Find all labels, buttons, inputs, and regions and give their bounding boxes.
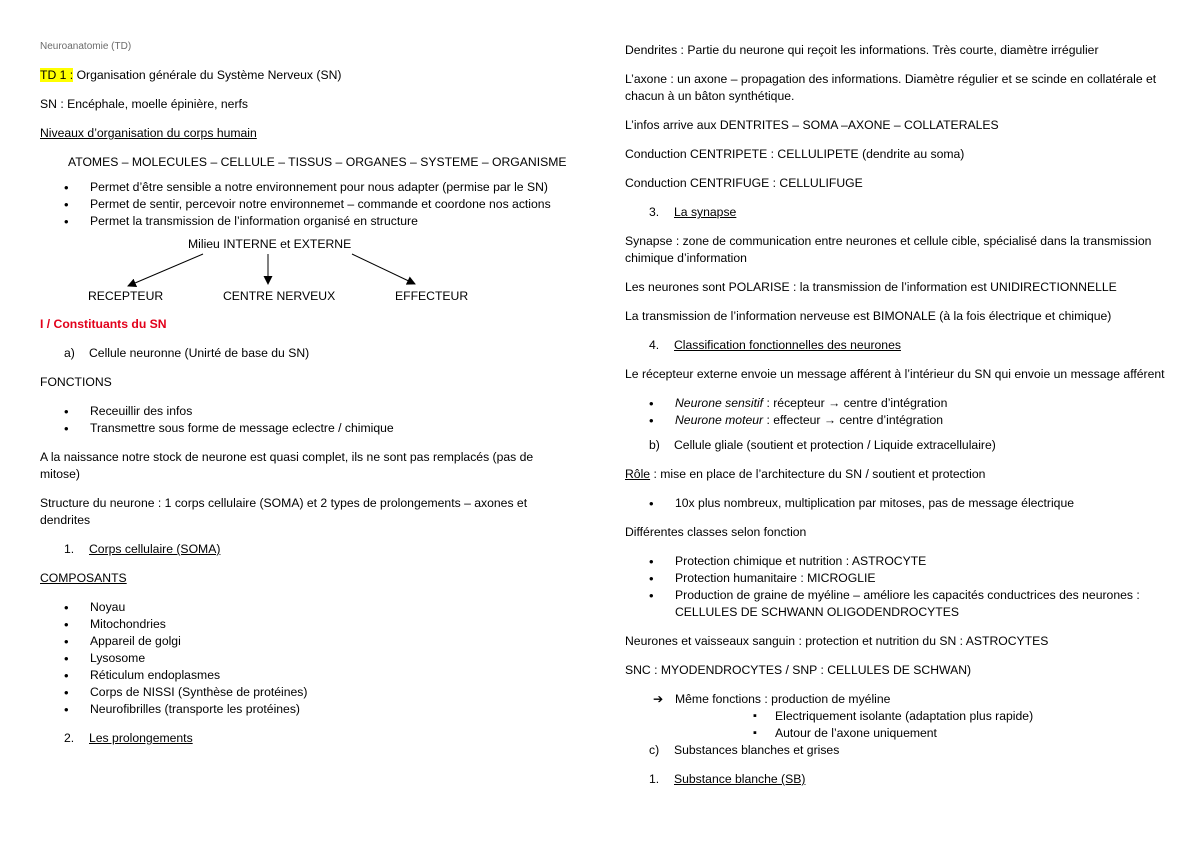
paragraph-classes: Différentes classes selon fonction [625, 525, 807, 539]
td-title-text: Organisation générale du Système Nerveux (SN) [73, 68, 342, 82]
list-item: • Permet d’être sensible a notre environnement pour nous adapter (permise par le SN) [40, 179, 570, 196]
list-item: • Transmettre sous forme de message eclectre / chimique [40, 420, 570, 437]
paragraph-vaisseaux: Neurones et vaisseaux sanguin : protection et nutrition du SN : ASTROCYTES [625, 634, 1049, 648]
neurone-desc: : effecteur → centre d’intégration [763, 413, 944, 427]
left-column [40, 38, 570, 747]
list-item: • Réticulum endoplasmes [40, 667, 570, 684]
paragraph-snc: SNC : MYODENDROCYTES / SNP : CELLULES DE SCHWAN) [625, 663, 972, 677]
bullet-list-role [625, 495, 1165, 512]
numbered-heading-sb-number: 1. [649, 772, 660, 786]
composants-heading: COMPOSANTS [40, 571, 127, 585]
paragraph-infos: L’infos arrive aux DENTRITES – SOMA –AXONE – COLLATERALES [625, 118, 999, 132]
sub-heading-c-text: Substances blanches et grises [674, 743, 840, 757]
sub-heading-a-text: Cellule neuronne (Unirté de base du SN) [89, 346, 310, 360]
list-item: • Permet la transmission de l’information organisé en structure [40, 213, 570, 230]
list-item: • Permet de sentir, percevoir notre environnemet – commande et coordone nos actions [40, 196, 570, 213]
bullet-list-sn-roles [40, 179, 570, 230]
bullet-list-classes [625, 553, 1165, 621]
paragraph-axone: L’axone : un axone – propagation des informations. Diamètre régulier et se scinde en collatérale et chacun à un bâton synthétique. [625, 72, 1157, 103]
organisation-chain: ATOMES – MOLECULES – CELLULE – TISSUS – ORGANES – SYSTEME – ORGANISME [68, 155, 567, 169]
list-item: • Noyau [40, 599, 570, 616]
niveaux-heading: Niveaux d’organisation du corps humain [40, 126, 257, 140]
sub-heading-a [40, 345, 570, 362]
sub-heading-c [625, 742, 1165, 759]
role-text: : mise en place de l’architecture du SN / soutient et protection [650, 467, 986, 481]
arrow-right-icon: ➔ [653, 692, 664, 706]
meme-fonctions-line [625, 691, 1165, 708]
paragraph-synapse: Synapse : zone de communication entre neurones et cellule cible, spécialisé dans la transmission chimique d’information [625, 234, 1152, 265]
diagram-label-milieu: Milieu INTERNE et EXTERNE [188, 237, 352, 251]
diagram-label-recepteur: RECEPTEUR [88, 289, 164, 303]
role-label: Rôle [625, 467, 651, 481]
arrow-to-effecteur [352, 254, 415, 284]
sub-heading-b-text: Cellule gliale (soutient et protection / Liquide extracellulaire) [674, 438, 996, 452]
section-heading-constituants: I / Constituants du SN [40, 317, 167, 331]
neurone-desc: : récepteur → centre d’intégration [763, 396, 948, 410]
arrow-to-recepteur [128, 254, 203, 286]
paragraph-centrifuge: Conduction CENTRIFUGE : CELLULIFUGE [625, 176, 863, 190]
list-item: • Protection humanitaire : MICROGLIE [625, 570, 1165, 587]
list-item: • Appareil de golgi [40, 633, 570, 650]
list-item: • Corps de NISSI (Synthèse de protéines) [40, 684, 570, 701]
paragraph-role [625, 466, 1165, 483]
list-item: • Production de graine de myéline – améliore les capacités conductrices des neurones : CELLULES DE SCHWANN OLIGODENDROCYTES [625, 587, 1165, 621]
list-item: ▪ Autour de l’axone uniquement [625, 725, 1165, 742]
square-list-myeline [625, 708, 1165, 742]
list-item [625, 395, 1165, 412]
bullet-list-composants [40, 599, 570, 718]
list-item: • Receuillir des infos [40, 403, 570, 420]
numbered-heading-1 [40, 541, 570, 558]
sub-heading-b [625, 437, 1165, 454]
list-item: • Neurofibrilles (transporte les protéines) [40, 701, 570, 718]
td-label: TD 1 : [40, 68, 74, 82]
sub-heading-c-number: c) [649, 743, 660, 757]
sn-definition: SN : Encéphale, moelle épinière, nerfs [40, 97, 248, 111]
numbered-heading-4-text: Classification fonctionnelles des neurones [674, 338, 901, 352]
list-item: • Protection chimique et nutrition : ASTROCYTE [625, 553, 1165, 570]
paragraph-structure: Structure du neurone : 1 corps cellulaire (SOMA) et 2 types de prolongements – axones et dendrites [40, 496, 528, 527]
paragraph-naissance: A la naissance notre stock de neurone est quasi complet, ils ne sont pas remplacés (pas de mitose) [40, 450, 534, 481]
sub-heading-b-number: b) [649, 438, 660, 452]
numbered-heading-2-text: Les prolongements [89, 731, 193, 745]
numbered-heading-2-number: 2. [64, 731, 75, 745]
milieu-diagram [40, 236, 570, 304]
bullet-list-fonctions [40, 403, 570, 437]
meme-fonctions-text: Même fonctions : production de myéline [675, 692, 891, 706]
diagram-label-effecteur: EFFECTEUR [395, 289, 469, 303]
numbered-heading-3-number: 3. [649, 205, 660, 219]
paragraph-centripete: Conduction CENTRIPETE : CELLULIPETE (dendrite au soma) [625, 147, 965, 161]
list-item [625, 412, 1165, 429]
list-item: • Mitochondries [40, 616, 570, 633]
numbered-heading-3 [625, 204, 1165, 221]
right-column [625, 42, 1165, 788]
list-item: • Lysosome [40, 650, 570, 667]
numbered-heading-sb-text: Substance blanche (SB) [674, 772, 806, 786]
numbered-heading-4-number: 4. [649, 338, 660, 352]
fonctions-heading: FONCTIONS [40, 375, 112, 389]
paragraph-polarise: Les neurones sont POLARISE : la transmission de l’information est UNIDIRECTIONNELLE [625, 280, 1117, 294]
td-title [40, 67, 570, 84]
page-header: Neuroanatomie (TD) [40, 41, 132, 52]
list-item: • 10x plus nombreux, multiplication par mitoses, pas de message électrique [625, 495, 1165, 512]
numbered-heading-4 [625, 337, 1165, 354]
bullet-list-neurones [625, 395, 1165, 429]
paragraph-recepteur: Le récepteur externe envoie un message afférent à l’intérieur du SN qui envoie un message afférent [625, 367, 1165, 381]
numbered-heading-1-text: Corps cellulaire (SOMA) [89, 542, 221, 556]
list-item: ▪ Electriquement isolante (adaptation plus rapide) [625, 708, 1165, 725]
neurone-name: Neurone moteur [675, 413, 764, 427]
paragraph-bimonale: La transmission de l’information nerveuse est BIMONALE (à la fois électrique et chimique) [625, 309, 1112, 323]
paragraph-dendrites: Dendrites : Partie du neurone qui reçoit les informations. Très courte, diamètre irrégulier [625, 43, 1099, 57]
neurone-name: Neurone sensitif [675, 396, 764, 410]
sub-heading-a-number: a) [64, 346, 75, 360]
numbered-heading-3-text: La synapse [674, 205, 737, 219]
numbered-heading-1-number: 1. [64, 542, 75, 556]
numbered-heading-2 [40, 730, 570, 747]
numbered-heading-sb [625, 771, 1165, 788]
diagram-label-centre-nerveux: CENTRE NERVEUX [223, 289, 336, 303]
